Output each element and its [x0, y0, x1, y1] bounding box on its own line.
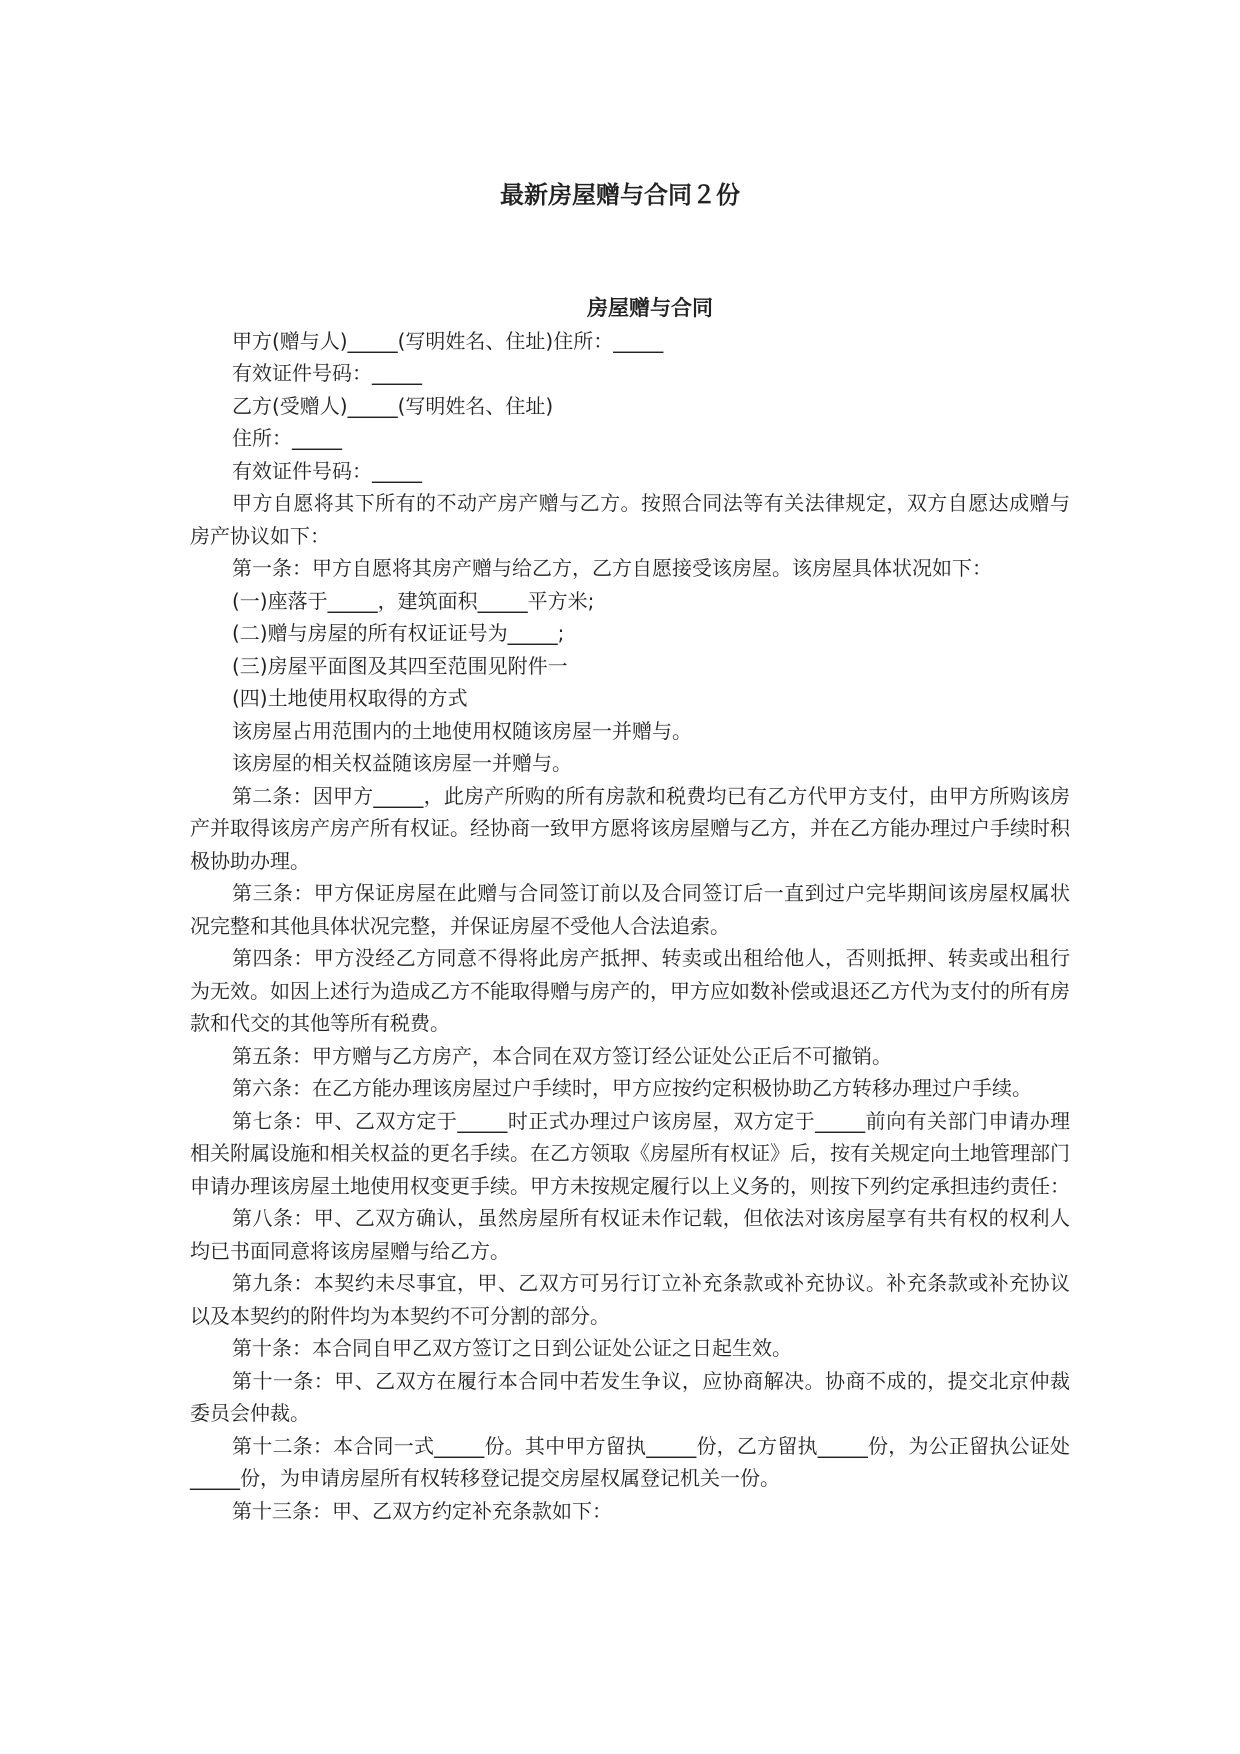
contract-body	[190, 292, 1070, 1527]
paragraph-article-4: 第四条：甲方没经乙方同意不得将此房产抵押、转卖或出租给他人，否则抵押、转卖或出租行为无效。如因上述行为造成乙方不能取得赠与房产的，甲方应如数补偿或退还乙方代为支付的所有房款和代交的其他等所有税费。	[190, 946, 1070, 1035]
paragraph-preamble: 甲方自愿将其下所有的不动产房产赠与乙方。按照合同法等有关法律规定，双方自愿达成赠与房产协议如下：	[190, 491, 1070, 548]
paragraph-party-b-id: 有效证件号码：_____	[232, 458, 422, 483]
paragraph-article-11: 第十一条：甲、乙双方在履行本合同中若发生争议，应协商解决。协商不成的，提交北京仲裁委员会仲裁。	[190, 1368, 1070, 1425]
paragraph-item-1: (一)座落于_____，建筑面积_____平方米;	[232, 588, 595, 613]
paragraph-article-8: 第八条：甲、乙双方确认，虽然房屋所有权证未作记载，但依法对该房屋享有共有权的权利人均已书面同意将该房屋赠与给乙方。	[190, 1206, 1070, 1263]
paragraph-party-b-address: 住所：_____	[232, 426, 342, 450]
document-title: 最新房屋赠与合同２份	[500, 181, 740, 209]
paragraph-land-right: 该房屋占用范围内的土地使用权随该房屋一并赠与。	[232, 718, 692, 743]
section-title: 房屋赠与合同	[587, 296, 713, 320]
paragraph-party-a: 甲方(赠与人)_____(写明姓名、住址)住所：_____	[232, 328, 664, 353]
paragraph-article-6: 第六条：在乙方能办理该房屋过户手续时，甲方应按约定积极协助乙方转移办理过户手续。	[232, 1076, 1032, 1100]
paragraph-article-3: 第三条：甲方保证房屋在此赠与合同签订前以及合同签订后一直到过户完毕期间该房屋权属状况完整和其他具体状况完整，并保证房屋不受他人合法追索。	[190, 881, 1070, 938]
paragraph-party-a-id: 有效证件号码：_____	[232, 361, 422, 385]
paragraph-related-rights: 该房屋的相关权益随该房屋一并赠与。	[232, 751, 572, 775]
paragraph-item-4: (四)土地使用权取得的方式	[232, 686, 468, 710]
paragraph-party-b: 乙方(受赠人)_____(写明姓名、住址)	[232, 393, 554, 418]
paragraph-article-5: 第五条：甲方赠与乙方房产，本合同在双方签订经公证处公正后不可撤销。	[232, 1043, 892, 1068]
paragraph-item-3: (三)房屋平面图及其四至范围见附件一	[232, 653, 568, 678]
paragraph-article-13: 第十三条：甲、乙双方约定补充条款如下：	[232, 1498, 612, 1523]
paragraph-article-9: 第九条：本契约未尽事宜，甲、乙双方可另行订立补充条款或补充协议。补充条款或补充协议以及本契约的附件均为本契约不可分割的部分。	[190, 1271, 1070, 1328]
paragraph-article-12: 第十二条：本合同一式_____份。其中甲方留执_____份，乙方留执_____份，为公正留执公证处_____份，为申请房屋所有权转移登记提交房屋权属登记机关一份。	[190, 1433, 1070, 1490]
paragraph-article-10: 第十条：本合同自甲乙双方签订之日到公证处公证之日起生效。	[232, 1336, 792, 1360]
paragraph-article-1: 第一条：甲方自愿将其房产赠与给乙方，乙方自愿接受该房屋。该房屋具体状况如下：	[232, 556, 992, 580]
paragraph-article-2: 第二条：因甲方_____，此房产所购的所有房款和税费均已有乙方代甲方支付，由甲方所购该房产并取得该房产房产所有权证。经协商一致甲方愿将该房屋赠与乙方，并在乙方能办理过户手续时积极协助办理。	[190, 783, 1070, 873]
paragraph-item-2: (二)赠与房屋的所有权证证号为_____;	[232, 621, 565, 645]
paragraph-article-7: 第七条：甲、乙双方定于_____时正式办理过户该房屋，双方定于_____前向有关部门申请办理相关附属设施和相关权益的更名手续。在乙方领取《房屋所有权证》后，按有关规定向土地管理部门申请办理该房屋土地使用权变更手续。甲方未按规定履行以上义务的，则按下列约定承担违约责任：	[190, 1108, 1070, 1198]
